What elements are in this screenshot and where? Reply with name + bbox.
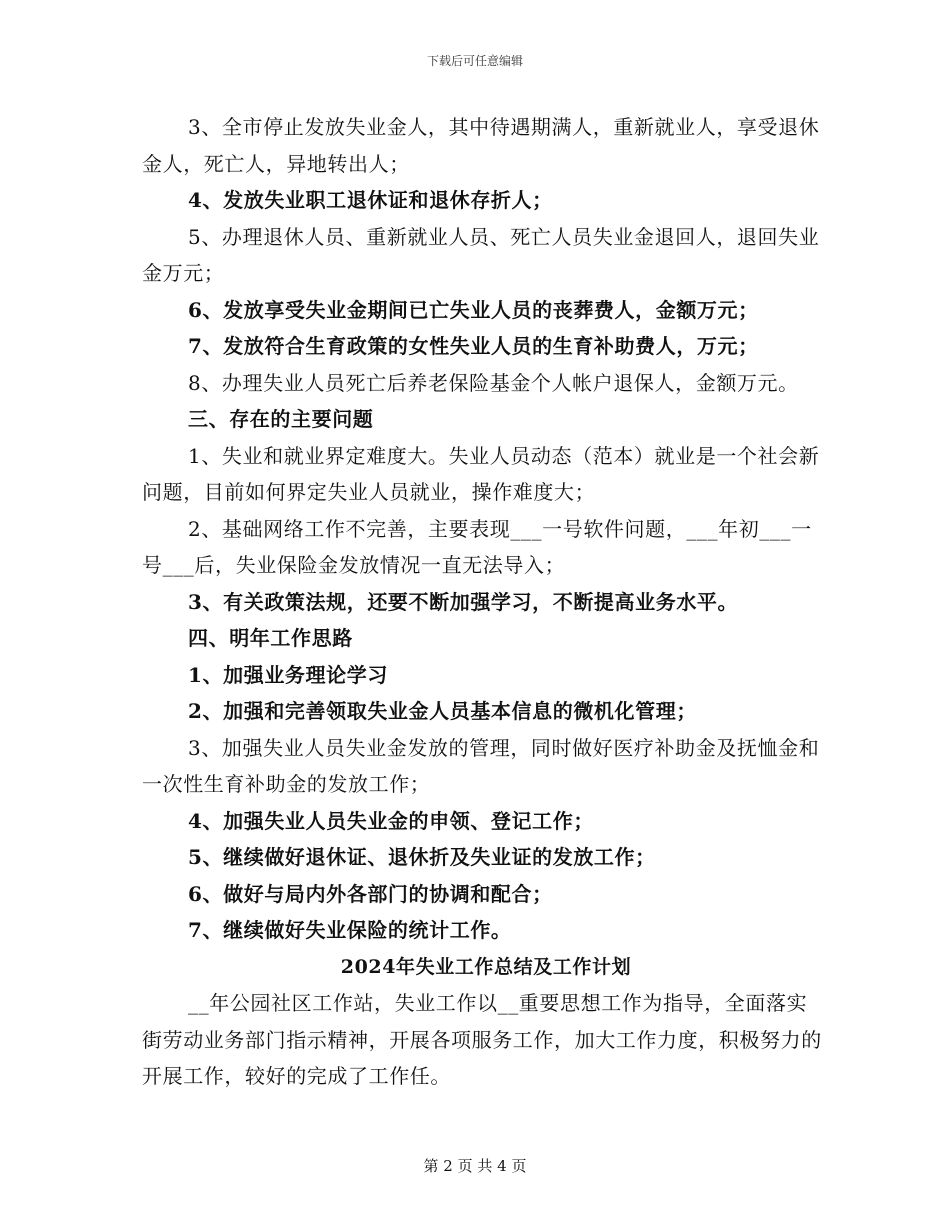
paragraph-3: 3、全市停止发放失业金人，其中待遇期满人，重新就业人，享受退休金人，死亡人，异地转出人； (142, 115, 820, 176)
page-footer-page-number: 第 2 页 共 4 页 (423, 1157, 527, 1175)
paragraph-8: 8、办理失业人员死亡后养老保险基金个人帐户退保人，金额万元。 (188, 370, 799, 395)
plan-item-6: 6、做好与局内外各部门的协调和配合； (188, 881, 553, 906)
final-paragraph: __年公园社区工作站，失业工作以__重要思想工作为指导，全面落实街劳动业务部门指示精神，开展各项服务工作，加大工作力度，积极努力的开展工作，较好的完成了工作任。 (142, 991, 822, 1088)
plan-item-1: 1、加强业务理论学习 (188, 662, 388, 687)
section-heading-problems: 三、存在的主要问题 (188, 407, 374, 431)
paragraph-6: 6、发放享受失业金期间已亡失业人员的丧葬费人，金额万元； (188, 297, 759, 322)
plan-item-2: 2、加强和完善领取失业金人员基本信息的微机化管理； (188, 699, 697, 723)
plan-item-4: 4、加强失业人员失业金的申领、登记工作； (188, 808, 594, 833)
document-body (142, 109, 822, 1095)
problem-item-3: 3、有关政策法规，还要不断加强学习，不断提高业务水平。 (188, 589, 739, 614)
plan-item-3: 3、加强失业人员失业金发放的管理，同时做好医疗补助金及抚恤金和一次性生育补助金的发放工作； (142, 735, 820, 796)
section-heading-plan: 四、明年工作思路 (188, 626, 353, 650)
problem-item-2: 2、基础网络工作不完善，主要表现___一号软件问题，___年初___一号___后，失业保险金发放情况一直无法导入； (142, 516, 812, 577)
paragraph-5: 5、办理退休人员、重新就业人员、死亡人员失业金退回人，退回失业金万元； (142, 224, 820, 285)
plan-item-7: 7、继续做好失业保险的统计工作。 (188, 918, 512, 942)
paragraph-4: 4、发放失业职工退休证和退休存折人； (188, 188, 553, 212)
paragraph-7: 7、发放符合生育政策的女性失业人员的生育补助费人，万元； (188, 334, 759, 358)
section-title: 2024年失业工作总结及工作计划 (340, 955, 632, 978)
page-header-note: 下载后可任意编辑 (426, 54, 523, 68)
problem-item-1: 1、失业和就业界定难度大。失业人员动态（范本）就业是一个社会新问题，目前如何界定失业人员就业，操作难度大； (142, 443, 820, 504)
plan-item-5: 5、继续做好退休证、退休折及失业证的发放工作； (188, 845, 656, 869)
